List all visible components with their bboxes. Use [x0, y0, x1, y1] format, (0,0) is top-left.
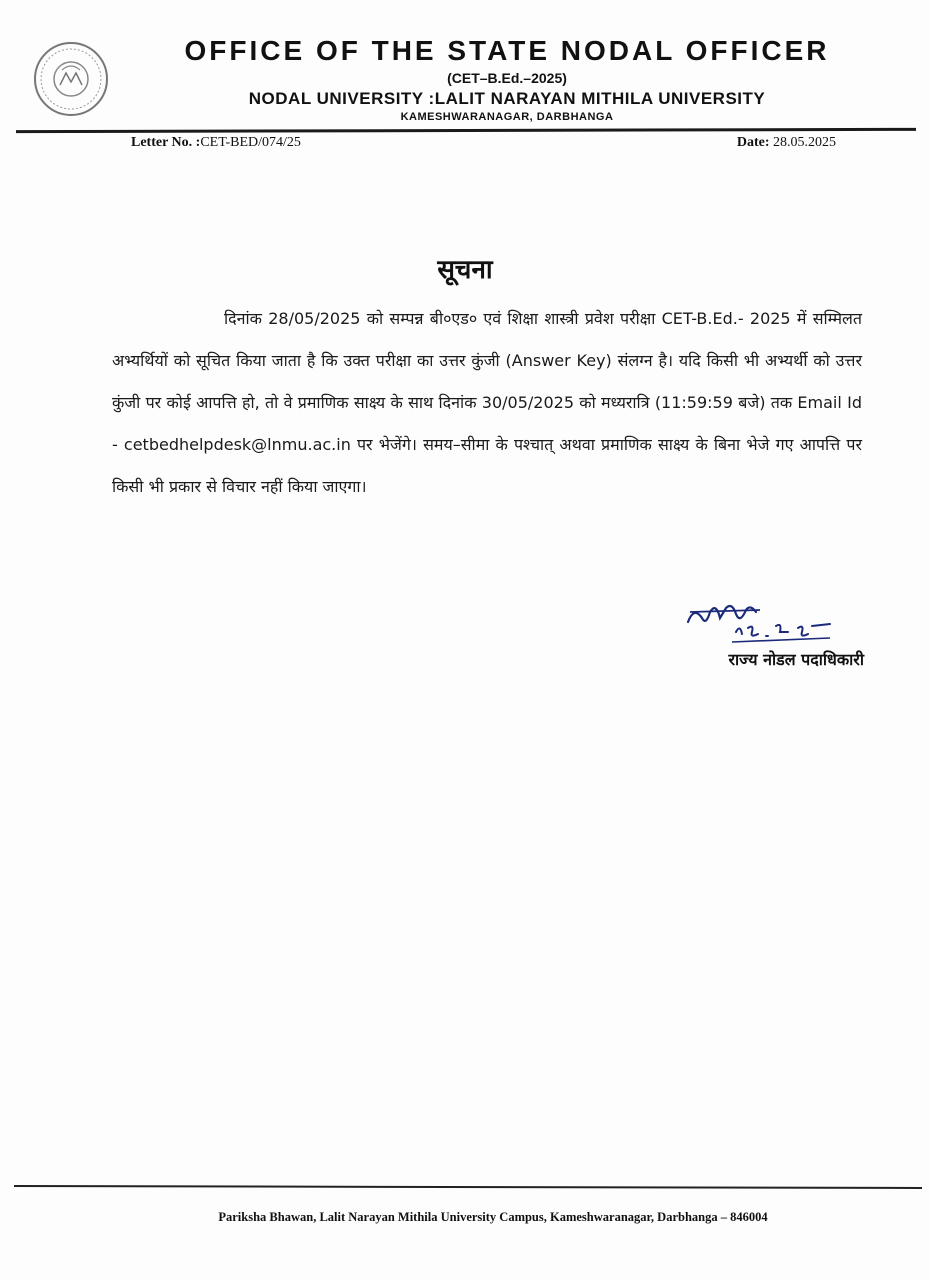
- letterhead: [112, 34, 902, 124]
- office-title: OFFICE OF THE STATE NODAL OFFICER: [184, 35, 830, 66]
- nodal-university: NODAL UNIVERSITY :LALIT NARAYAN MITHILA UNIVERSITY: [248, 89, 766, 108]
- date-label: Date:: [736, 135, 770, 150]
- letter-number: [131, 135, 301, 151]
- signatory-designation: राज्य नोडल पदाधिकारी: [728, 650, 864, 669]
- notice-title: सूचना: [437, 255, 493, 285]
- header-divider: [16, 128, 916, 133]
- letter-date: [737, 135, 836, 151]
- footer-address: [0, 1210, 930, 1225]
- exam-code: (CET–B.Ed.–2025): [447, 70, 567, 86]
- date-value: 28.05.2025: [773, 135, 836, 150]
- office-address: KAMESHWARANAGAR, DARBHANGA: [400, 111, 614, 123]
- footer-address-text: Pariksha Bhawan, Lalit Narayan Mithila University Campus, Kameshwaranagar, Darbhanga – 846004: [218, 1210, 768, 1224]
- letter-number-value: CET-BED/074/25: [200, 135, 301, 150]
- signature-icon: [680, 598, 850, 648]
- footer-divider: [14, 1185, 922, 1189]
- letter-number-label: Letter No. :: [131, 135, 201, 150]
- university-seal-icon: [32, 40, 110, 118]
- notice-body: दिनांक 28/05/2025 को सम्पन्न बी०एड० एवं शिक्षा शास्त्री प्रवेश परीक्षा CET-B.Ed.- 2025 में सम्मिलत अभ्यर्थियों को सूचित किया जाता है कि उक्त परीक्षा का उत्तर कुंजी (Answer Key) संलग्न है। यदि किसी भी अभ्यर्थी को उत्तर कुंजी पर कोई आपत्ति हो, तो वे प्रमाणिक साक्ष्य के साथ दिनांक 30/05/2025 को मध्यरात्रि (11:59:59 बजे) तक Email Id - cetbedhelpdesk@lnmu.ac.in पर भेजेंगे। समय–सीमा के पश्चात् अथवा प्रमाणिक साक्ष्य के बिना भेजे गए आपत्ति पर किसी भी प्रकार से विचार नहीं किया जाएगा।: [112, 309, 862, 496]
